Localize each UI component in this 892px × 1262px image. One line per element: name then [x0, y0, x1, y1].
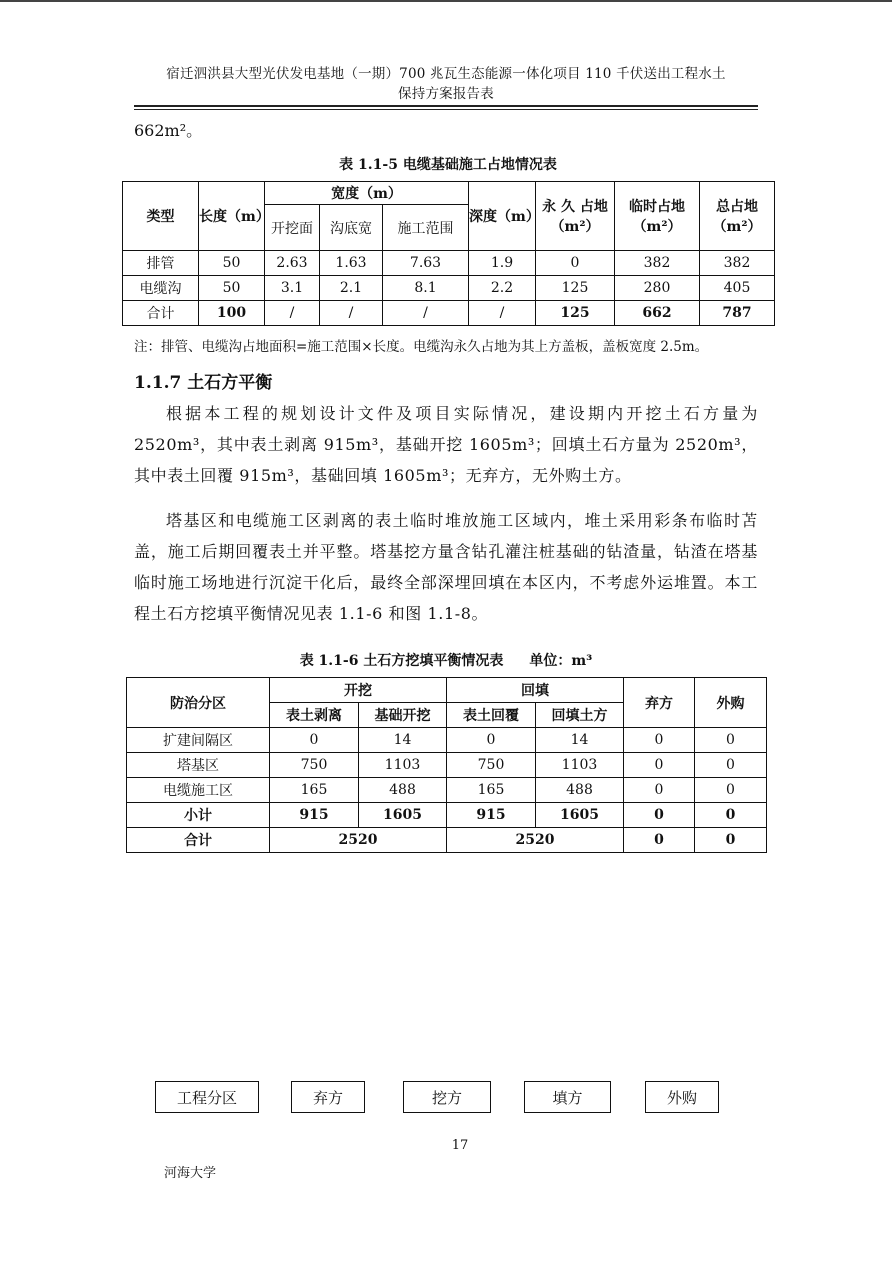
header-depth: 深度（m） — [469, 182, 536, 251]
flowchart-box-project-zone: 工程分区 — [155, 1081, 259, 1113]
header-purchase: 外购 — [695, 678, 767, 728]
cell-depth: 2.2 — [469, 276, 536, 301]
cell-type: 排管 — [123, 251, 199, 276]
cell-foundation: 14 — [359, 728, 447, 753]
cell-surplus: 0 — [624, 778, 695, 803]
header-width-group: 宽度（m） — [265, 182, 469, 205]
cell-cover: 915 — [447, 803, 536, 828]
previous-paragraph-tail: 662m²。 — [134, 121, 203, 140]
cell-foundation: 1605 — [359, 803, 447, 828]
header-temporary-land: 临时占地（m²） — [615, 182, 700, 251]
cell-foundation: 488 — [359, 778, 447, 803]
cell-zone: 合计 — [127, 828, 270, 853]
table-row — [127, 753, 767, 778]
cell-permanent: 0 — [536, 251, 615, 276]
header-excavation: 开挖 — [270, 678, 447, 703]
cell-trench-bottom: 2.1 — [320, 276, 383, 301]
section-heading: 1.1.7 土石方平衡 — [134, 373, 273, 393]
cable-foundation-land-table — [122, 181, 775, 326]
header-length: 长度（m） — [199, 182, 265, 251]
header-surplus: 弃方 — [624, 678, 695, 728]
cell-temporary: 662 — [615, 301, 700, 326]
cell-construction-range: 8.1 — [383, 276, 469, 301]
cell-purchase: 0 — [695, 828, 767, 853]
page-header — [134, 64, 758, 104]
cell-permanent: 125 — [536, 301, 615, 326]
cell-excavation-total: 2520 — [270, 828, 447, 853]
cell-zone: 小计 — [127, 803, 270, 828]
header-total-land: 总占地（m²） — [700, 182, 775, 251]
cell-purchase: 0 — [695, 778, 767, 803]
cell-trench-bottom: / — [320, 301, 383, 326]
cell-surplus: 0 — [624, 753, 695, 778]
header-type: 类型 — [123, 182, 199, 251]
cell-total: 787 — [700, 301, 775, 326]
cell-strip: 915 — [270, 803, 359, 828]
header-topsoil-strip: 表土剥离 — [270, 703, 359, 728]
table-row — [127, 728, 767, 753]
top-border — [0, 0, 892, 2]
cell-fill: 1103 — [536, 753, 624, 778]
cell-fill-total: 2520 — [447, 828, 624, 853]
paragraph-topsoil-handling: 塔基区和电缆施工区剥离的表土临时堆放施工区域内，堆土采用彩条布临时苫盖，施工后期回覆表土并平整。塔基挖方量含钻孔灌注桩基础的钻渣量，钻渣在塔基临时施工场地进行沉淀干化后，最终全部深埋回填在本区内，不考虑外运堆置。本工程土石方挖填平衡情况见表 1.1-6 和图 1.1-8。 — [134, 511, 758, 623]
table1-caption: 表 1.1-5 电缆基础施工占地情况表 — [339, 157, 557, 173]
header-excavation-face: 开挖面 — [265, 205, 320, 251]
cell-cover: 165 — [447, 778, 536, 803]
header-topsoil-cover: 表土回覆 — [447, 703, 536, 728]
table-row — [123, 251, 775, 276]
cell-zone: 电缆施工区 — [127, 778, 270, 803]
header-fill: 回填 — [447, 678, 624, 703]
cell-length: 50 — [199, 251, 265, 276]
cell-purchase: 0 — [695, 803, 767, 828]
table2-caption — [126, 650, 766, 670]
cell-length: 50 — [199, 276, 265, 301]
cell-excavation-face: 2.63 — [265, 251, 320, 276]
cell-surplus: 0 — [624, 828, 695, 853]
table2-caption-title: 表 1.1-6 土石方挖填平衡情况表 — [299, 653, 504, 669]
header-rule-thin — [134, 109, 758, 110]
header-foundation-excavation: 基础开挖 — [359, 703, 447, 728]
cell-zone: 扩建间隔区 — [127, 728, 270, 753]
cell-type: 电缆沟 — [123, 276, 199, 301]
cell-surplus: 0 — [624, 803, 695, 828]
flowchart-box-purchase: 外购 — [645, 1081, 719, 1113]
cell-length: 100 — [199, 301, 265, 326]
table-row — [123, 276, 775, 301]
flowchart-box-excavation: 挖方 — [403, 1081, 491, 1113]
header-construction-range: 施工范围 — [383, 205, 469, 251]
cell-strip: 165 — [270, 778, 359, 803]
cell-surplus: 0 — [624, 728, 695, 753]
cell-fill: 488 — [536, 778, 624, 803]
table2-caption-unit: 单位：m³ — [529, 653, 593, 669]
cell-fill: 14 — [536, 728, 624, 753]
header-fill-earth: 回填土方 — [536, 703, 624, 728]
cell-strip: 750 — [270, 753, 359, 778]
earthwork-balance-table — [126, 677, 767, 853]
cell-temporary: 280 — [615, 276, 700, 301]
header-permanent-land: 永 久 占地（m²） — [536, 182, 615, 251]
cell-type: 合计 — [123, 301, 199, 326]
cell-excavation-face: / — [265, 301, 320, 326]
cell-purchase: 0 — [695, 753, 767, 778]
cell-depth: 1.9 — [469, 251, 536, 276]
table-subtotal-row — [127, 803, 767, 828]
table1-note: 注：排管、电缆沟占地面积=施工范围×长度。电缆沟永久占地为其上方盖板，盖板宽度 2.5m。 — [134, 339, 709, 355]
cell-foundation: 1103 — [359, 753, 447, 778]
cell-total: 405 — [700, 276, 775, 301]
paragraph-earthwork-volume: 根据本工程的规划设计文件及项目实际情况，建设期内开挖土石方量为2520m³，其中表土剥离 915m³，基础开挖 1605m³；回填土石方量为 2520m³，其中表土回覆 915m³，基础回填 1605m³；无弃方，无外购土方。 — [134, 404, 758, 485]
cell-total: 382 — [700, 251, 775, 276]
cell-cover: 750 — [447, 753, 536, 778]
cell-strip: 0 — [270, 728, 359, 753]
header-rule-thick — [134, 105, 758, 107]
page-footer: 河海大学 — [164, 1166, 217, 1181]
flowchart-box-surplus: 弃方 — [291, 1081, 365, 1113]
page-number: 17 — [451, 1138, 469, 1153]
cell-construction-range: 7.63 — [383, 251, 469, 276]
cell-trench-bottom: 1.63 — [320, 251, 383, 276]
cell-permanent: 125 — [536, 276, 615, 301]
header-line-2: 保持方案报告表 — [398, 86, 494, 102]
table-row — [127, 778, 767, 803]
cell-depth: / — [469, 301, 536, 326]
header-trench-bottom: 沟底宽 — [320, 205, 383, 251]
cell-cover: 0 — [447, 728, 536, 753]
table-total-row — [123, 301, 775, 326]
header-zone: 防治分区 — [127, 678, 270, 728]
cell-fill: 1605 — [536, 803, 624, 828]
cell-zone: 塔基区 — [127, 753, 270, 778]
cell-temporary: 382 — [615, 251, 700, 276]
cell-excavation-face: 3.1 — [265, 276, 320, 301]
header-line-1: 宿迁泗洪县大型光伏发电基地（一期）700 兆瓦生态能源一体化项目 110 千伏送出工程水土 — [166, 66, 726, 82]
flowchart-box-fill: 填方 — [524, 1081, 611, 1113]
cell-purchase: 0 — [695, 728, 767, 753]
cell-construction-range: / — [383, 301, 469, 326]
table-total-row — [127, 828, 767, 853]
